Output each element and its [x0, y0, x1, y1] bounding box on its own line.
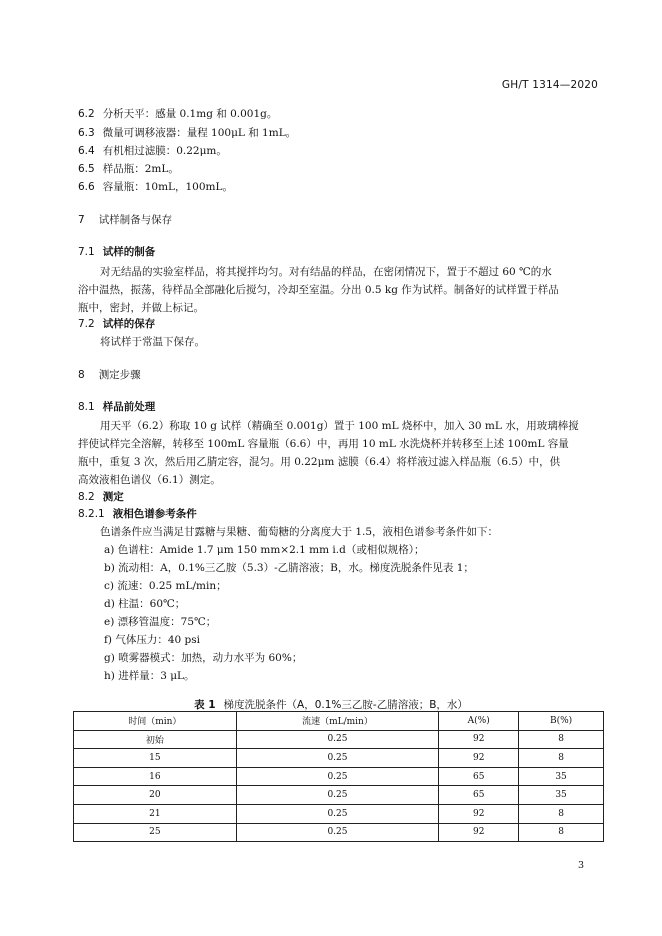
paragraph-line: 瓶中，重复 3 次，然后用乙腈定容，混匀。用 0.22μm 滤膜（6.4）将样液过滤入样品瓶（6.5）中，供: [78, 456, 561, 468]
paragraph-line: 对无结晶的实验室样品，将其搅拌均匀。对有结晶的样品，在密闭情况下，置于不超过 60 ℃的水: [100, 266, 552, 278]
heading-text: 样品前处理: [102, 401, 156, 413]
column-header: 时间（min）: [74, 712, 237, 731]
heading-number: 8.1: [78, 401, 95, 413]
item-number: 6.5: [78, 163, 95, 175]
table-header-row: [74, 712, 604, 731]
table-cell: 92: [439, 804, 519, 823]
item-number: 6.2: [78, 108, 95, 120]
item-text: 微量可调移液器：量程 100μL 和 1mL。: [102, 127, 297, 139]
table-cell: 8: [519, 804, 604, 823]
table-cell: 8: [519, 730, 604, 749]
condition-item: a) 色谱柱：Amide 1.7 μm 150 mm×2.1 mm i.d（或相似规格）；: [104, 544, 425, 556]
item-text: 样品瓶：2mL。: [102, 163, 179, 175]
table-cell: 92: [439, 823, 519, 842]
table-cell: 0.25: [236, 749, 439, 768]
table-row: [74, 804, 604, 823]
heading-number: 7.2: [78, 318, 95, 330]
heading-text: 试样的保存: [102, 318, 156, 330]
table-cell: 65: [439, 767, 519, 786]
list-item: [78, 106, 277, 121]
subsection-heading: [78, 489, 124, 504]
table-row: [74, 823, 604, 842]
table-cell: 92: [439, 730, 519, 749]
heading-text: 测定: [102, 491, 124, 503]
table-cell: 25: [74, 823, 237, 842]
table-caption: [0, 697, 662, 712]
section-heading: [78, 367, 141, 382]
table-row: [74, 749, 604, 768]
table-cell: 92: [439, 749, 519, 768]
condition-item: d) 柱温：60℃；: [104, 598, 186, 610]
condition-item: c) 流速：0.25 mL/min；: [104, 580, 227, 592]
column-header: 流速（mL/min）: [236, 712, 439, 731]
heading-number: 7.1: [78, 246, 95, 258]
condition-item: g) 喷雾器模式：加热，动力水平为 60%；: [104, 652, 303, 664]
item-number: 6.4: [78, 145, 95, 157]
item-number: 6.3: [78, 127, 95, 139]
table-cell: 8: [519, 749, 604, 768]
item-text: 分析天平：感量 0.1mg 和 0.001g。: [102, 108, 278, 120]
heading-number: 8: [78, 369, 85, 381]
table-cell: 15: [74, 749, 237, 768]
condition-item: e) 漂移管温度：75℃；: [104, 616, 217, 628]
heading-number: 7: [78, 214, 85, 226]
table-cell: 16: [74, 767, 237, 786]
list-item: [78, 143, 227, 158]
table-cell: 35: [519, 767, 604, 786]
table-cell: 0.25: [236, 804, 439, 823]
gradient-table: [73, 711, 604, 842]
list-item: [78, 179, 233, 194]
table-cell: 0.25: [236, 823, 439, 842]
subsection-heading: [78, 506, 197, 521]
table-cell: 65: [439, 786, 519, 805]
table-cell: 35: [519, 786, 604, 805]
paragraph-line: 色谱条件应当满足甘露糖与果糖、葡萄糖的分离度大于 1.5，液相色谱参考条件如下：: [100, 526, 499, 538]
condition-item: h) 进样量：3 μL。: [104, 670, 195, 682]
heading-number: 8.2.1: [78, 508, 105, 520]
heading-number: 8.2: [78, 491, 95, 503]
item-text: 容量瓶：10mL，100mL。: [102, 181, 233, 193]
paragraph-line: 用天平（6.2）称取 10 g 试样（精确至 0.001g）置于 100 mL 烧杯中，加入 30 mL 水，用玻璃棒搅: [100, 420, 579, 432]
table-row: [74, 730, 604, 749]
table-cell: 0.25: [236, 767, 439, 786]
table-row: [74, 767, 604, 786]
heading-text: 测定步骤: [98, 369, 141, 381]
table-caption-text: 梯度洗脱条件（A，0.1%三乙胺-乙腈溶液；B，水）: [223, 699, 468, 711]
heading-text: 液相色谱参考条件: [112, 508, 197, 520]
paragraph-line: 将试样于常温下保存。: [100, 336, 205, 348]
item-number: 6.6: [78, 181, 95, 193]
table-cell: 初始: [74, 730, 237, 749]
condition-item: f) 气体压力：40 psi: [104, 634, 200, 646]
table-cell: 8: [519, 823, 604, 842]
list-item: [78, 125, 296, 140]
item-text: 有机相过滤膜：0.22μm。: [102, 145, 227, 157]
heading-text: 试样制备与保存: [98, 214, 173, 226]
subsection-heading: [78, 244, 155, 259]
paragraph-line: 浴中温热，振荡，待样品全部融化后搅匀，冷却至室温。分出 0.5 kg 作为试样。制备好的试样置于样品: [78, 284, 559, 296]
table-row: [74, 786, 604, 805]
table-cell: 0.25: [236, 786, 439, 805]
column-header: B(%): [519, 712, 604, 731]
subsection-heading: [78, 399, 155, 414]
column-header: A(%): [439, 712, 519, 731]
table-cell: 0.25: [236, 730, 439, 749]
paragraph-line: 拌使试样完全溶解，转移至 100mL 容量瓶（6.6）中，再用 10 mL 水洗烧杯并转移至上述 100mL 容量: [78, 438, 569, 450]
condition-item: b) 流动相：A，0.1%三乙胺（5.3）-乙腈溶液；B，水。梯度洗脱条件见表 1；: [104, 562, 474, 574]
standard-code: GH/T 1314—2020: [501, 79, 598, 91]
paragraph-line: 瓶中，密封，并做上标记。: [78, 302, 204, 314]
table-label: 表 1: [194, 699, 216, 711]
table-cell: 20: [74, 786, 237, 805]
section-heading: [78, 212, 172, 227]
page-number: 3: [577, 860, 584, 871]
subsection-heading: [78, 316, 155, 331]
heading-text: 试样的制备: [102, 246, 156, 258]
table-cell: 21: [74, 804, 237, 823]
paragraph-line: 高效液相色谱仪（6.1）测定。: [78, 474, 221, 486]
list-item: [78, 161, 179, 176]
